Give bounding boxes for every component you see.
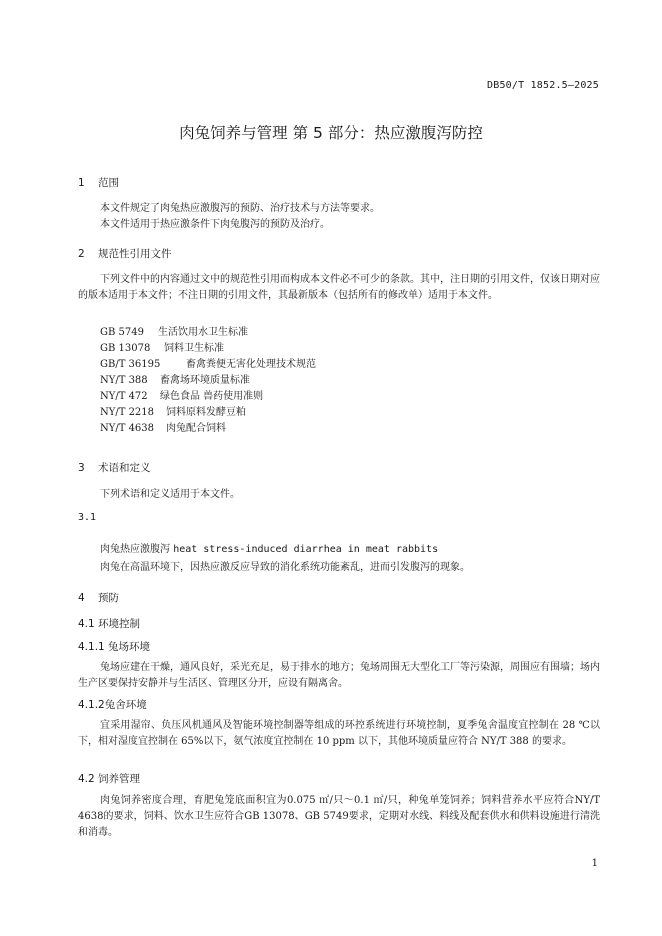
reference-item <box>100 405 246 421</box>
reference-code: GB 13078 <box>100 343 151 354</box>
section-number: 4 <box>78 592 85 604</box>
reference-code: NY/T 2218 <box>100 407 155 418</box>
term-definition: 肉兔在高温环境下，因热应激反应导致的消化系统功能紊乱，进而引发腹泻的现象。 <box>100 562 470 573</box>
paragraph: 本文件规定了肉兔热应激腹泻的预防、治疗技术与方法等要求。 <box>100 203 380 214</box>
reference-item <box>100 357 316 373</box>
reference-code: GB 5749 <box>100 327 144 338</box>
subsection-heading: 4.1.2兔舍环境 <box>78 699 147 711</box>
reference-item <box>100 341 224 357</box>
paragraph: 兔场应建在干燥，通风良好，采光充足，易于排水的地方；兔场周围无大型化工厂等污染源，周围应有围墙；场内生产区要保持安静并与生活区、管理区分开，应设有隔离舍。 <box>78 662 600 689</box>
reference-name: 畜禽粪便无害化处理技术规范 <box>186 359 316 370</box>
section-title: 术语和定义 <box>98 462 151 474</box>
reference-name: 畜禽场环境质量标准 <box>160 375 250 386</box>
subsection-heading: 4.2 饲养管理 <box>78 773 141 785</box>
section-number: 2 <box>78 248 85 260</box>
reference-name: 饲料卫生标准 <box>164 343 224 354</box>
reference-item <box>100 325 248 341</box>
reference-code: NY/T 4638 <box>100 423 155 434</box>
paragraph: 下列文件中的内容通过文中的规范性引用而构成本文件必不可少的条款。其中，注日期的引用文件，仅该日期对应的版本适用于本文件；不注日期的引用文件，其最新版本（包括所有的修改单）适用于本文件。 <box>78 274 600 301</box>
term-chinese: 肉兔热应激腹泻 <box>100 544 170 555</box>
paragraph: 肉兔饲养密度合理，育肥兔笼底面积宜为0.075 ㎡/只～0.1 ㎡/只，种兔单笼饲养；饲料营养水平应符合NY/T 4638的要求，饲料、饮水卫生应符合GB 13078、GB 5749要求，定期对水线、料线及配套供水和供料设施进行清洗和消毒。 <box>78 795 600 838</box>
page-number: 1 <box>591 858 598 869</box>
reference-code: GB/T 36195 <box>100 359 161 370</box>
reference-name: 肉兔配合饲料 <box>166 423 226 434</box>
reference-code: NY/T 472 <box>100 391 148 402</box>
document-title: 肉兔饲养与管理 第 5 部分：热应激腹泻防控 <box>179 124 483 142</box>
clause-number: 3.1 <box>78 512 97 523</box>
term-entry <box>100 540 438 555</box>
section-title: 规范性引用文件 <box>98 248 172 260</box>
subsection-heading: 4.1.1 兔场环境 <box>78 641 151 653</box>
term-english: heat stress-induced diarrhea in meat rabbits <box>173 544 439 555</box>
section-title: 范围 <box>98 177 119 189</box>
reference-item <box>100 421 226 437</box>
section-number: 3 <box>78 462 85 474</box>
reference-name: 生活饮用水卫生标准 <box>158 327 248 338</box>
section-3-heading <box>78 460 151 475</box>
paragraph: 本文件适用于热应激条件下肉兔腹泻的预防及治疗。 <box>100 219 330 230</box>
section-2-heading <box>78 246 172 261</box>
reference-code: NY/T 388 <box>100 375 148 386</box>
paragraph: 宜采用湿帘、负压风机通风及智能环境控制器等组成的环控系统进行环境控制，夏季兔舍温度宜控制在 28 ℃以下，相对湿度宜控制在 65%以下，氨气浓度宜控制在 10 ppm 以下，其他环境质量应符合 NY/T 388 的要求。 <box>78 720 600 747</box>
subsection-heading: 4.1 环境控制 <box>78 618 141 630</box>
paragraph: 下列术语和定义适用于本文件。 <box>100 489 240 500</box>
reference-name: 绿色食品 兽药使用准则 <box>160 391 264 402</box>
standard-code: DB50/T 1852.5—2025 <box>487 80 599 91</box>
reference-item <box>100 373 250 389</box>
section-number: 1 <box>78 177 85 189</box>
section-title: 预防 <box>98 592 119 604</box>
section-1-heading <box>78 175 119 190</box>
reference-item <box>100 389 263 405</box>
reference-name: 饲料原料发酵豆粕 <box>166 407 246 418</box>
section-4-heading <box>78 590 119 605</box>
